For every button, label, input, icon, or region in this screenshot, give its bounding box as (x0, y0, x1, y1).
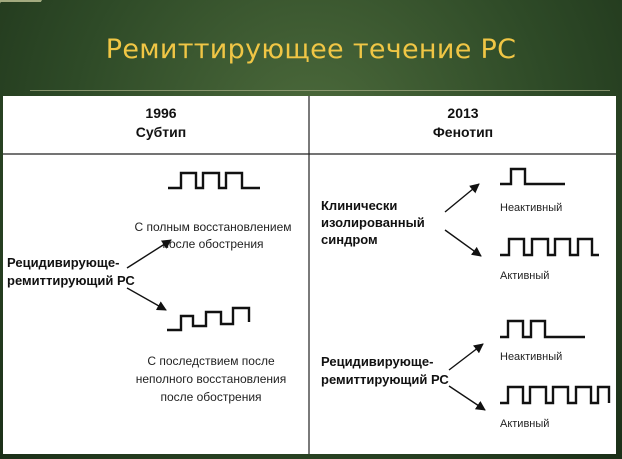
arrow-cis-active (445, 230, 481, 256)
right-heading: Фенотип (432, 124, 494, 140)
diagram-panel (3, 96, 616, 454)
right-year: 2013 (447, 105, 479, 121)
left-heading: Субтип (135, 124, 187, 140)
right-rrms-line1: Рецидивирующе- (321, 354, 434, 369)
cis-line3: синдром (321, 232, 378, 247)
cis-line2: изолированный (321, 215, 425, 230)
partial-recovery-line1: С последствием после (147, 354, 275, 368)
arrow-to-full-recovery (127, 240, 171, 268)
rrms-inactive-waveform (500, 321, 585, 337)
ms-course-diagram (3, 96, 616, 454)
cis-inactive-label: Неактивный (500, 202, 563, 214)
partial-recovery-line3: после обострения (160, 390, 262, 404)
cis-line1: Клинически (321, 198, 398, 213)
cis-inactive-waveform (500, 169, 565, 184)
full-recovery-line1: С полным восстановлением (134, 220, 292, 234)
arrow-cis-inactive (445, 184, 479, 212)
arrow-rrms-inactive (449, 344, 483, 370)
left-rrms-line2: ремиттирующий РС (7, 273, 135, 288)
arrow-to-partial-recovery (127, 288, 166, 310)
partial-recovery-waveform (167, 308, 249, 330)
left-rrms-line1: Рецидивирующе- (7, 255, 120, 270)
right-rrms-line2: ремиттирующий РС (321, 372, 449, 387)
full-recovery-line2: после обострения (162, 237, 264, 251)
rrms-active-label: Активный (500, 418, 550, 430)
title-divider (30, 90, 610, 91)
full-recovery-waveform (168, 173, 260, 188)
rrms-active-waveform (500, 387, 609, 403)
cis-active-waveform (500, 239, 599, 255)
left-year: 1996 (145, 105, 177, 121)
cis-active-label: Активный (500, 270, 550, 282)
slide-title: Ремиттирующее течение РС (105, 34, 517, 65)
partial-recovery-line2: неполного восстановления (135, 372, 287, 386)
rrms-inactive-label: Неактивный (500, 351, 563, 363)
arrow-rrms-active (449, 386, 485, 410)
